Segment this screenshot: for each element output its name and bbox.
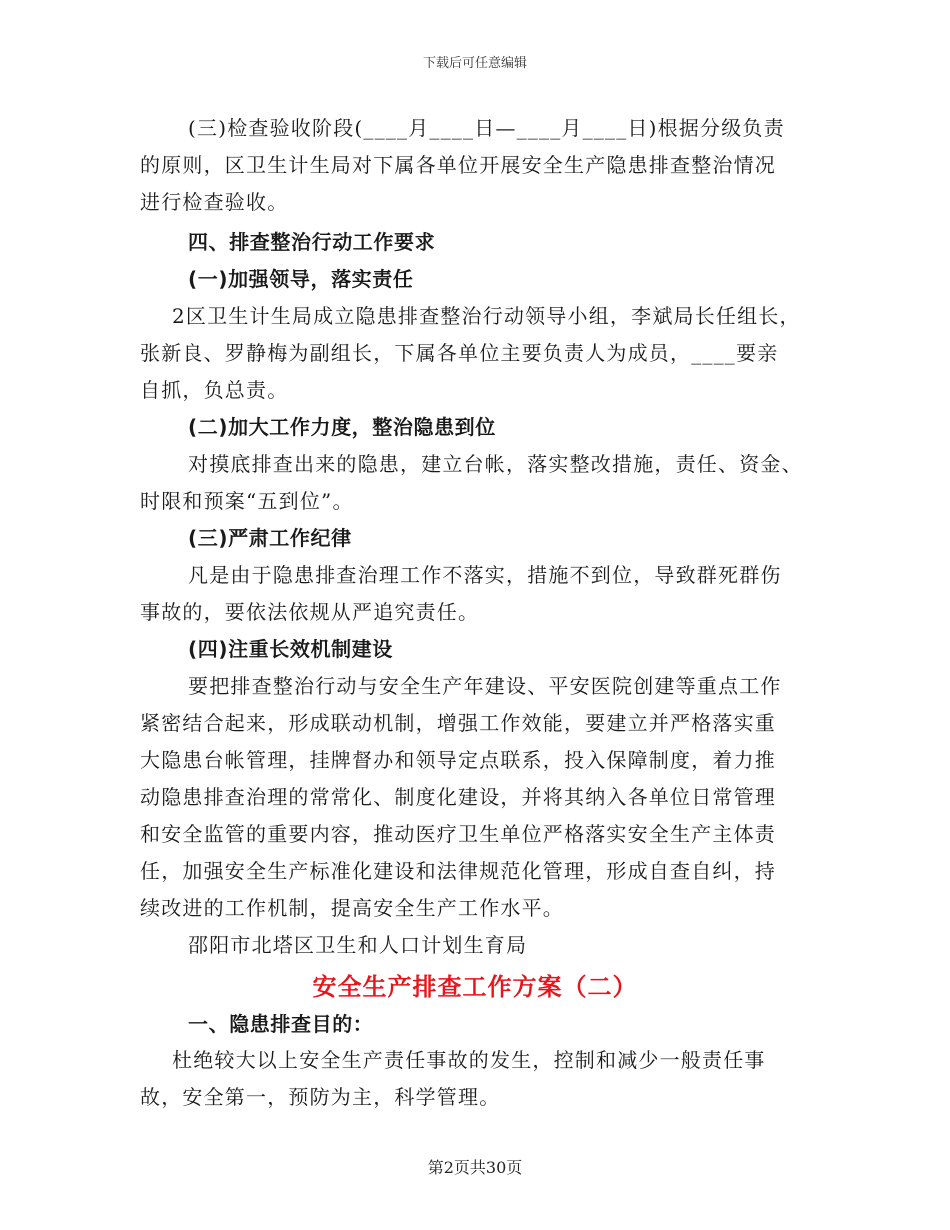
section-heading: 一、隐患排查目的：	[188, 1012, 374, 1036]
paragraph-line: 大隐患台帐管理，挂牌督办和领导定点联系，投入保障制度，着力推	[140, 748, 776, 772]
paragraph-line: 2区卫生计生局成立隐患排查整治行动领导小组，李斌局长任组长，	[172, 304, 801, 328]
paragraph-line: 续改进的工作机制，提高安全生产工作水平。	[140, 896, 564, 920]
page-footer: 第2页共30页	[427, 1158, 523, 1177]
paragraph-line: 故，安全第一，预防为主，科学管理。	[140, 1085, 501, 1109]
header-note: 下载后可任意编辑	[422, 56, 527, 71]
paragraph-line: 动隐患排查治理的常常化、制度化建设，并将其纳入各单位日常管理	[140, 785, 776, 809]
subsection-heading: (四)注重长效机制建设	[188, 637, 393, 661]
paragraph-line: 时限和预案“五到位”。	[140, 489, 354, 513]
paragraph-line: 紧密结合起来，形成联动机制，增强工作效能，要建立并严格落实重	[140, 711, 776, 735]
paragraph-line: (三)检查验收阶段(____月____日—____月____日)根据分级负责	[188, 116, 785, 140]
subsection-heading: (二)加大工作力度，整治隐患到位	[188, 415, 496, 439]
paragraph-line: 杜绝较大以上安全生产责任事故的发生，控制和减少一般责任事	[172, 1048, 766, 1072]
paragraph-line: 和安全监管的重要内容，推动医疗卫生单位严格落实安全生产主体责	[140, 822, 776, 846]
paragraph-line: 要把排查整治行动与安全生产年建设、平安医院创建等重点工作	[188, 674, 782, 698]
section-heading: 四、排查整治行动工作要求	[188, 230, 436, 254]
subsection-heading: (三)严肃工作纪律	[188, 526, 352, 550]
paragraph-line: 的原则，区卫生计生局对下属各单位开展安全生产隐患排查整治情况	[140, 153, 776, 177]
paragraph-line: 事故的，要依法依规从严追究责任。	[140, 600, 480, 624]
section-title: 安全生产排查工作方案（二）	[312, 973, 638, 1001]
signature-line: 邵阳市北塔区卫生和人口计划生育局	[188, 933, 528, 957]
paragraph-line: 进行检查验收。	[140, 190, 289, 214]
paragraph-line: 任，加强安全生产标准化建设和法律规范化管理，形成自查自纠，持	[140, 859, 776, 883]
paragraph-line: 自抓，负总责。	[140, 378, 289, 402]
paragraph-line: 对摸底排查出来的隐患，建立台帐，落实整改措施，责任、资金、	[188, 452, 803, 476]
subsection-heading: (一)加强领导，落实责任	[188, 267, 414, 291]
paragraph-line: 凡是由于隐患排查治理工作不落实，措施不到位，导致群死群伤	[188, 563, 782, 587]
paragraph-line: 张新良、罗静梅为副组长，下属各单位主要负责人为成员，____要亲	[140, 341, 779, 365]
